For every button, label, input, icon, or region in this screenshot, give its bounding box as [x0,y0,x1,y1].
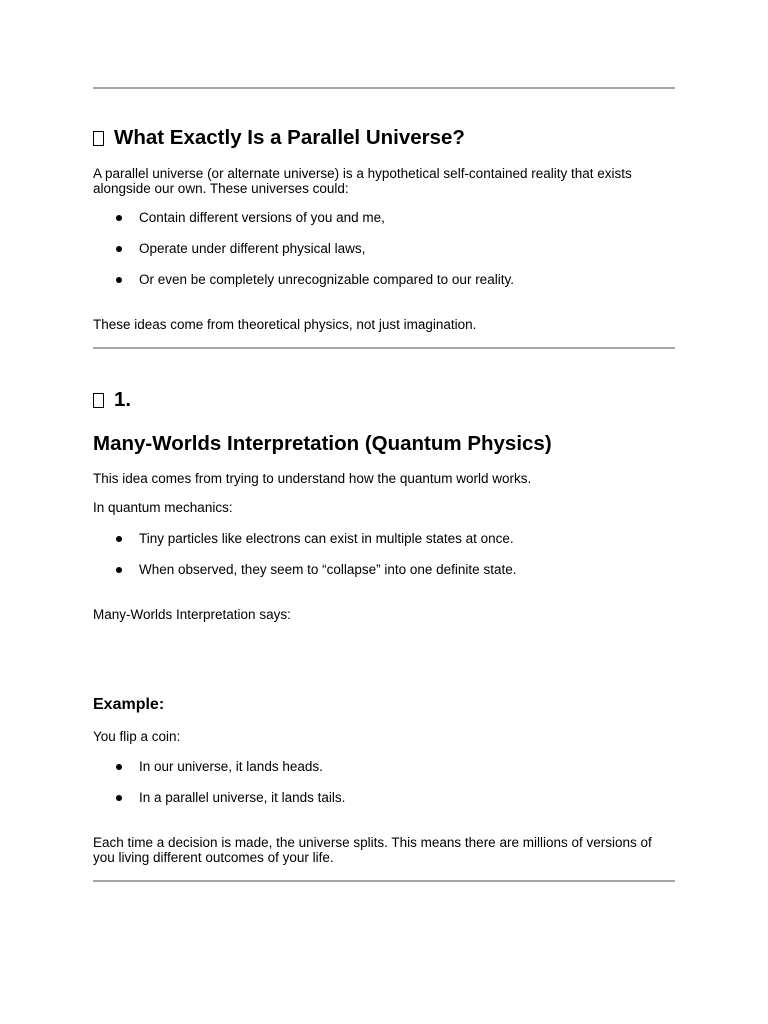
list-item: Or even be completely unrecognizable compared to our reality. [93,272,514,303]
list-item: In our universe, it lands heads. [93,759,345,790]
list-item: Contain different versions of you and me, [93,210,514,241]
section-heading-text: What Exactly Is a Parallel Universe? [114,126,465,149]
bullet-list [93,531,516,593]
paragraph: You flip a coin: [93,729,181,744]
bullet-icon [116,536,122,542]
example-heading: Example: [93,696,165,713]
bullet-list [93,210,514,303]
horizontal-rule [93,87,675,89]
list-item: Tiny particles like electrons can exist in multiple states at once. [93,531,516,562]
paragraph: In quantum mechanics: [93,500,233,515]
horizontal-rule [93,347,675,349]
bullet-list [93,759,345,821]
paragraph: Many-Worlds Interpretation says: [93,607,291,622]
intro-paragraph: A parallel universe (or alternate universe) is a hypothetical self-contained reality that exists alongside our own. These universes could: [93,166,632,196]
bullet-icon [116,567,122,573]
bullet-icon [116,795,122,801]
bullet-icon [116,764,122,770]
section-number [93,388,131,412]
list-item: When observed, they seem to “collapse” into one definite state. [93,562,516,593]
paragraph: This idea comes from trying to understand how the quantum world works. [93,471,532,486]
bullet-icon [116,277,122,283]
section-heading [93,126,465,150]
section-number-text: 1. [114,388,132,411]
bullet-icon [116,246,122,252]
closing-paragraph: Each time a decision is made, the universe splits. This means there are millions of versions of you living different outcomes of your life. [93,835,652,865]
missing-glyph-icon [93,393,104,408]
horizontal-rule [93,880,675,882]
list-item: Operate under different physical laws, [93,241,514,272]
closing-paragraph: These ideas come from theoretical physics, not just imagination. [93,317,477,332]
list-item: In a parallel universe, it lands tails. [93,790,345,821]
section-heading [93,432,552,456]
bullet-icon [116,215,122,221]
section-heading-text: Many-Worlds Interpretation (Quantum Physics) [93,432,552,455]
missing-glyph-icon [93,131,104,146]
